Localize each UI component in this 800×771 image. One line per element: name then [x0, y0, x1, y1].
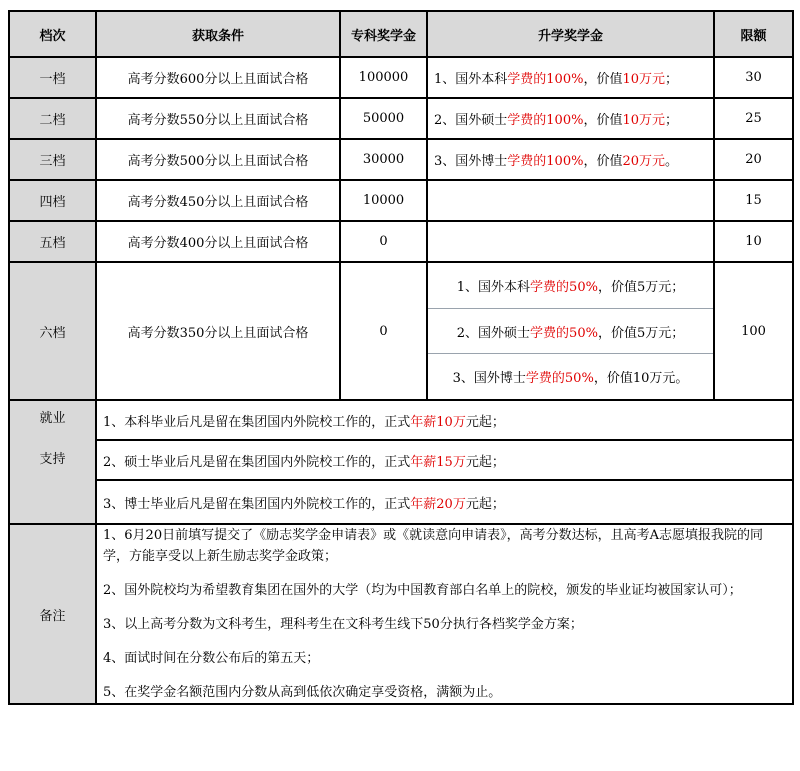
tier-name: 五档: [9, 221, 96, 262]
tier-name: 三档: [9, 139, 96, 180]
upgrade-cell-multi: [427, 262, 714, 400]
employment-salary: 年薪20万: [410, 496, 466, 512]
upgrade-suffix: ，价值10万元。: [593, 371, 689, 387]
tier-name: 四档: [9, 180, 96, 221]
employment-row: [9, 400, 793, 440]
table-row: [9, 262, 793, 400]
employment-prefix: 1、本科毕业后凡是留在集团国内外院校工作的，正式: [103, 414, 411, 430]
note-item: 3、以上高考分数为文科考生，理科考生在文科考生线下50分执行各档奖学金方案；: [103, 617, 583, 632]
upgrade-suffix: ，价值5万元；: [597, 325, 685, 341]
upgrade-line: [428, 263, 713, 308]
tier-name: 一档: [9, 57, 96, 98]
employment-prefix: 2、硕士毕业后凡是留在集团国内外院校工作的，正式: [103, 454, 411, 470]
upgrade-highlight: 学费的100%: [507, 154, 584, 169]
notes-label: 备注: [9, 524, 96, 704]
upgrade-prefix: 1、国外本科: [434, 72, 508, 87]
tier-condition: 高考分数550分以上且面试合格: [96, 98, 340, 139]
employment-row: [9, 480, 793, 524]
header-condition: 获取条件: [96, 11, 340, 57]
employment-salary: 年薪10万: [410, 414, 466, 430]
tier-name: 六档: [9, 262, 96, 400]
tier-name: 二档: [9, 98, 96, 139]
employment-item: [96, 480, 793, 524]
upgrade-highlight: 学费的100%: [507, 72, 584, 87]
upgrade-cell: [427, 98, 714, 139]
upgrade-prefix: 1、国外本科: [456, 279, 531, 295]
upgrade-prefix: 3、国外博士: [434, 154, 508, 169]
upgrade-mid: ，价值: [583, 154, 623, 169]
tier-quota: 25: [714, 98, 793, 139]
employment-suffix: 元起；: [465, 496, 505, 512]
tier-amount: 50000: [340, 98, 427, 139]
scholarship-table: [8, 10, 794, 705]
employment-suffix: 元起；: [465, 414, 505, 430]
upgrade-line: [428, 353, 713, 399]
note-item: 5、在奖学金名额范围内分数从高到低依次确定享受资格，满额为止。: [103, 685, 502, 700]
upgrade-highlight: 学费的50%: [530, 325, 598, 341]
employment-item: [96, 440, 793, 480]
tier-condition: 高考分数400分以上且面试合格: [96, 221, 340, 262]
table-row: [9, 180, 793, 221]
upgrade-line: [428, 308, 713, 354]
table-row: [9, 139, 793, 180]
tier-quota: 30: [714, 57, 793, 98]
employment-label-line-1: 就业: [39, 411, 66, 426]
upgrade-text: [434, 72, 678, 87]
upgrade-lines: [428, 263, 713, 399]
upgrade-highlight: 学费的50%: [525, 371, 594, 387]
tier-amount: 0: [340, 221, 427, 262]
upgrade-cell-empty: [427, 221, 714, 262]
tier-quota: 20: [714, 139, 793, 180]
tier-quota: 10: [714, 221, 793, 262]
upgrade-value: 20万元: [622, 154, 666, 169]
tier-condition: 高考分数450分以上且面试合格: [96, 180, 340, 221]
note-item: 4、面试时间在分数公布后的第五天；: [103, 651, 320, 666]
table-row: [9, 221, 793, 262]
header-quota: 限额: [714, 11, 793, 57]
upgrade-mid: ，价值: [583, 72, 623, 87]
upgrade-prefix: 2、国外硕士: [434, 113, 508, 128]
upgrade-text: [434, 154, 678, 169]
upgrade-suffix: ；: [665, 72, 679, 87]
header-college-scholarship: 专科奖学金: [340, 11, 427, 57]
employment-item: [96, 400, 793, 440]
header-upgrade-scholarship: 升学奖学金: [427, 11, 714, 57]
tier-amount: 100000: [340, 57, 427, 98]
notes-content: [96, 524, 793, 704]
header-tier: 档次: [9, 11, 96, 57]
tier-condition: 高考分数500分以上且面试合格: [96, 139, 340, 180]
upgrade-highlight: 学费的100%: [507, 113, 584, 128]
upgrade-cell-empty: [427, 180, 714, 221]
tier-amount: 0: [340, 262, 427, 400]
tier-amount: 10000: [340, 180, 427, 221]
upgrade-value: 10万元: [622, 72, 666, 87]
upgrade-suffix: ，价值5万元；: [597, 279, 685, 295]
header-row: [9, 11, 793, 57]
note-item: 1、6月20日前填写提交了《励志奖学金申请表》或《就读意向申请表》，高考分数达标，且高考A志愿填报我院的同学，方能享受以上新生励志奖学金政策；: [103, 528, 763, 564]
employment-row: [9, 440, 793, 480]
tier-condition: 高考分数350分以上且面试合格: [96, 262, 340, 400]
employment-salary: 年薪15万: [410, 454, 466, 470]
upgrade-cell: [427, 139, 714, 180]
upgrade-highlight: 学费的50%: [530, 279, 598, 295]
employment-prefix: 3、博士毕业后凡是留在集团国内外院校工作的，正式: [103, 496, 411, 512]
upgrade-value: 10万元: [622, 113, 666, 128]
upgrade-mid: ，价值: [583, 113, 623, 128]
upgrade-prefix: 2、国外硕士: [456, 325, 531, 341]
notes-row: [9, 524, 793, 704]
upgrade-text: [434, 113, 678, 128]
employment-label-line-2: 支持: [39, 452, 66, 467]
upgrade-cell: [427, 57, 714, 98]
table-row: [9, 98, 793, 139]
employment-suffix: 元起；: [465, 454, 505, 470]
upgrade-suffix: 。: [665, 154, 679, 169]
upgrade-suffix: ；: [665, 113, 679, 128]
tier-condition: 高考分数600分以上且面试合格: [96, 57, 340, 98]
employment-label: [9, 400, 96, 524]
tier-quota: 15: [714, 180, 793, 221]
upgrade-prefix: 3、国外博士: [452, 371, 526, 387]
note-item: 2、国外院校均为希望教育集团在国外的大学（均为中国教育部白名单上的院校，颁发的毕业证均被国家认可）；: [103, 583, 742, 598]
tier-quota: 100: [714, 262, 793, 400]
tier-amount: 30000: [340, 139, 427, 180]
table-row: [9, 57, 793, 98]
